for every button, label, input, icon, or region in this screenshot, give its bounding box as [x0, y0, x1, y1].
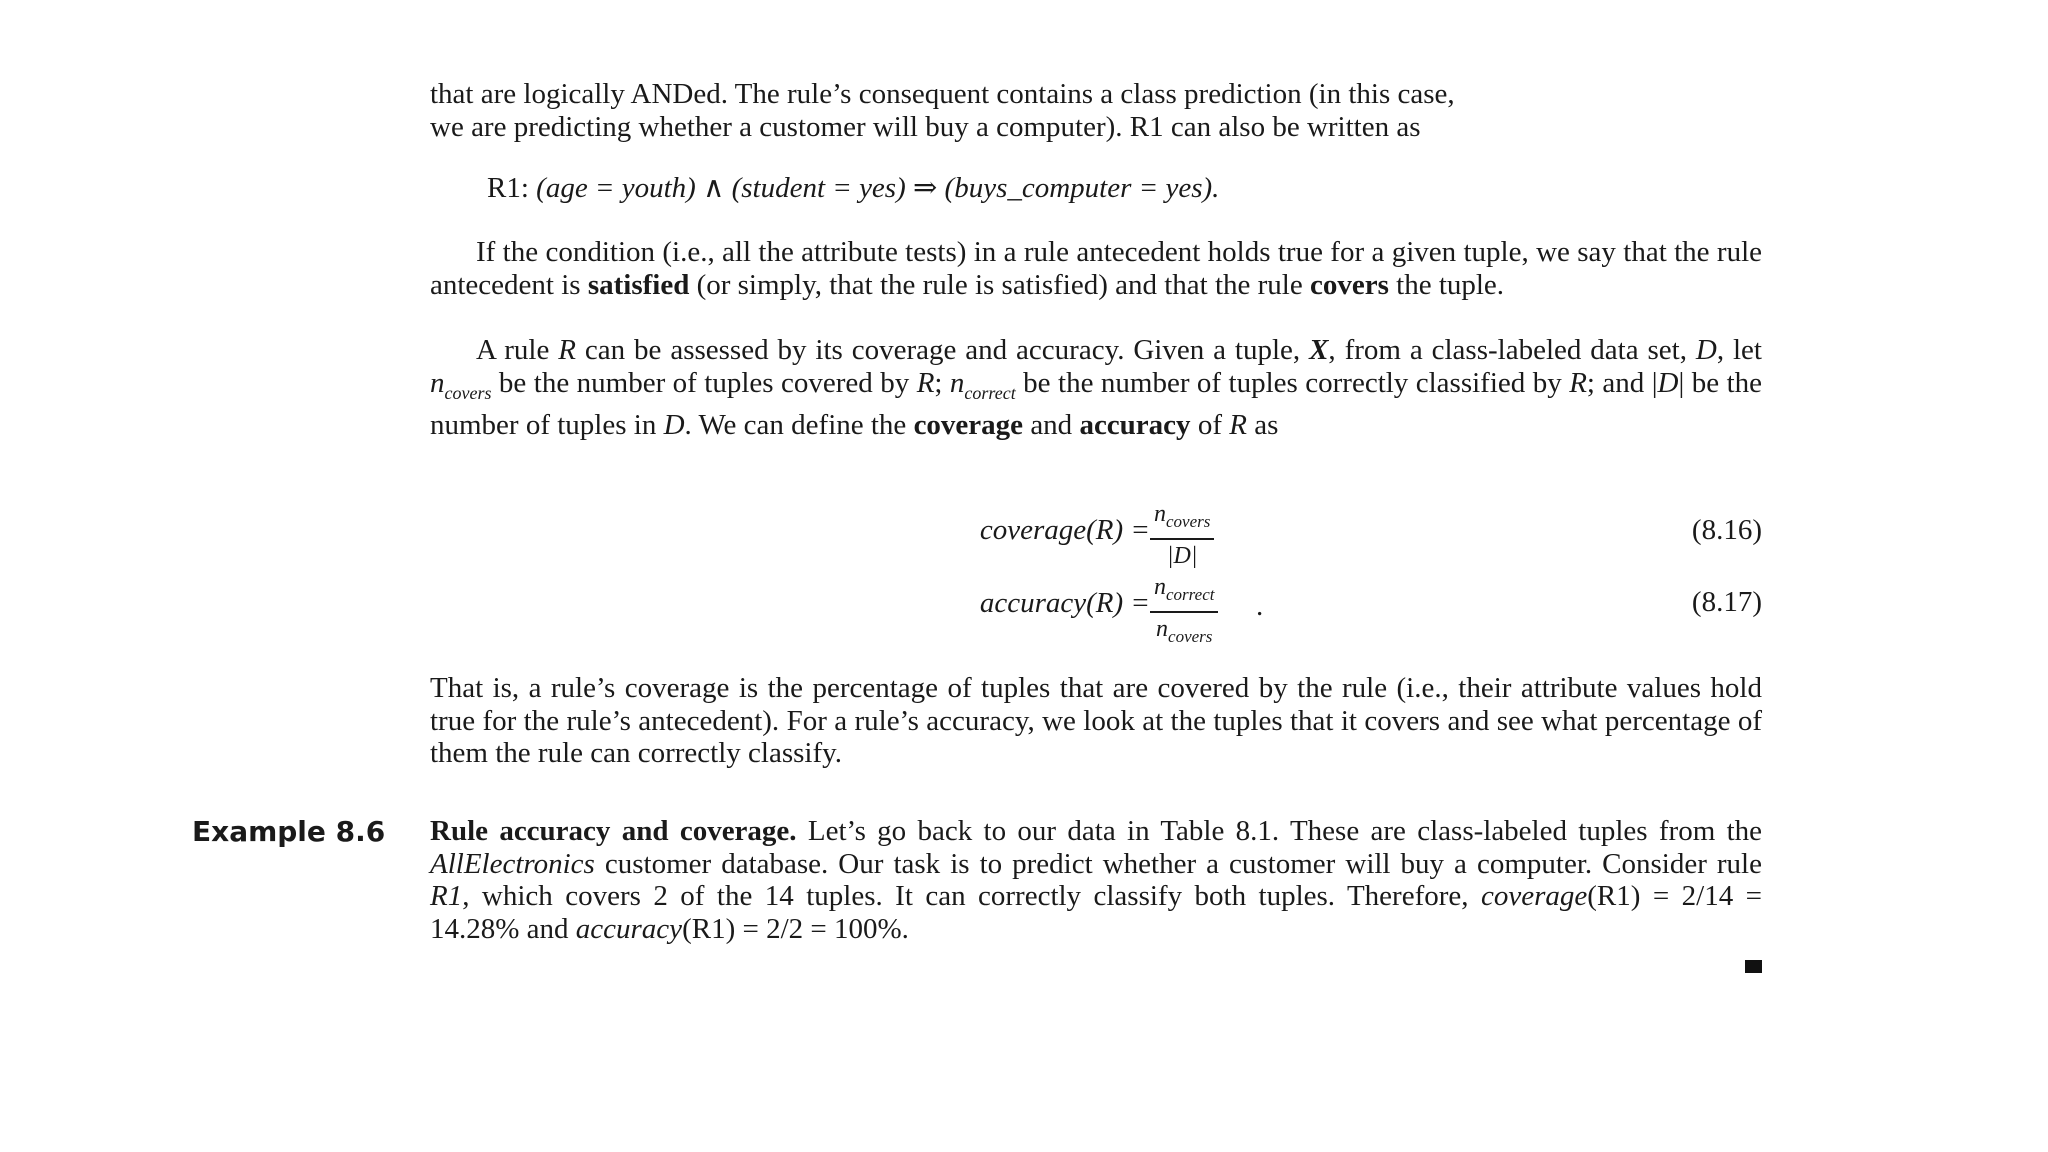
- example-text-1: Let’s go back to our data in Table 8.1. These are class-labeled tuples from the: [796, 815, 1763, 847]
- example-company: AllElectronics: [430, 847, 595, 880]
- term-covers: covers: [1309, 268, 1389, 301]
- equation-accuracy-period: .: [1256, 590, 1264, 622]
- p3-t10: . We can define the: [684, 408, 914, 441]
- equation-accuracy-fraction: [1150, 573, 1218, 651]
- equation-coverage-lhs-text: coverage(R) =: [979, 514, 1150, 546]
- var-d: D: [1695, 334, 1717, 366]
- equation-coverage-denominator: |D|: [1166, 542, 1198, 569]
- var-n-subscript: correct: [1166, 584, 1215, 604]
- var-n-subscript: covers: [1166, 511, 1211, 531]
- p2-text-c: the tuple.: [1388, 268, 1505, 301]
- rule-r1-expression: (age = youth) ∧ (student = yes) ⇒ (buys_computer = yes).: [536, 172, 1220, 204]
- equation-coverage-lhs: [980, 514, 1150, 547]
- p3-t8: ; and |: [1586, 366, 1658, 399]
- rule-r1: [487, 171, 1219, 205]
- term-coverage: coverage: [913, 408, 1024, 441]
- term-accuracy: accuracy: [1079, 408, 1191, 441]
- var-r: R: [916, 366, 935, 399]
- p3-t2: can be assessed by its coverage and accuracy. Given a tuple,: [575, 334, 1310, 366]
- example-text-3: , which covers 2 of the 14 tuples. It can correctly classify both tuples. Therefore,: [462, 880, 1481, 913]
- var-n: n: [1154, 501, 1166, 527]
- p3-t11: and: [1023, 408, 1080, 441]
- var-n-correct-sub: correct: [964, 382, 1016, 403]
- paragraph-satisfied: [430, 236, 1762, 301]
- p3-t9: | be the number of tuples in: [430, 366, 1763, 441]
- example-accuracy-expr: accuracy: [575, 912, 683, 945]
- paragraph-coverage-accuracy: [430, 334, 1762, 442]
- intro-line-1: that are logically ANDed. The rule’s consequent contains a class prediction (in this case,: [430, 78, 1455, 110]
- var-d: D: [663, 408, 685, 441]
- var-r: R: [1569, 366, 1587, 399]
- p3-t3: , from a class-labeled data set,: [1328, 334, 1696, 366]
- var-d: D: [1657, 366, 1679, 399]
- equation-accuracy: [0, 583, 1150, 653]
- example-accuracy-value: (R1) = 2/2 = 100%.: [682, 912, 909, 945]
- equation-coverage-numerator: [1150, 500, 1214, 540]
- equation-accuracy-lhs: [980, 587, 1150, 620]
- equation-accuracy-lhs-text: accuracy(R) =: [979, 587, 1150, 619]
- example-title: Rule accuracy and coverage.: [430, 815, 797, 847]
- p3-t1: A rule: [476, 334, 559, 366]
- example-coverage-expr: coverage: [1480, 880, 1588, 913]
- example-label: Example 8.6: [192, 815, 386, 848]
- var-r: R: [558, 334, 576, 366]
- example-coverage-value: (R1) = 2/14 = 14.28% and: [430, 880, 1762, 945]
- p3-t6: ;: [934, 366, 950, 399]
- intro-line-2: we are predicting whether a customer will buy a computer). R1 can also be written as: [430, 110, 1421, 143]
- example-rule: R1: [430, 880, 463, 913]
- var-n-correct: n: [949, 366, 965, 399]
- term-satisfied: satisfied: [587, 268, 690, 301]
- var-n: n: [1154, 574, 1166, 600]
- equation-accuracy-numerator: [1150, 573, 1218, 613]
- var-n-subscript: covers: [1168, 626, 1213, 646]
- var-r: R: [1229, 408, 1247, 441]
- p2-text-a: If the condition (i.e., all the attribute tests) in a rule antecedent holds true for a given tuple, we say that the rule antecedent is: [430, 236, 1762, 301]
- var-n-covers: n: [430, 366, 445, 399]
- equation-coverage-fraction: [1150, 500, 1214, 570]
- paragraph-explanation: [430, 672, 1762, 770]
- var-n: n: [1156, 615, 1169, 642]
- var-n-covers-sub: covers: [444, 382, 492, 403]
- rule-r1-label: R1:: [487, 172, 529, 204]
- p3-t4: , let: [1716, 334, 1762, 366]
- end-of-example-mark: [1745, 960, 1762, 973]
- equation-number-8-16: (8.16): [1691, 514, 1762, 546]
- p3-t5: be the number of tuples covered by: [491, 366, 917, 399]
- explanation-text: That is, a rule’s coverage is the percentage of tuples that are covered by the rule (i.e., their attribute values hold true for the rule’s antecedent). For a rule’s accuracy, we look at the tuples that it covers and see what percentage of them the rule can correctly classify.: [430, 672, 1762, 770]
- equation-number-8-17: (8.17): [1691, 586, 1762, 618]
- p3-t13: as: [1246, 408, 1279, 441]
- paragraph-intro: [430, 78, 1762, 143]
- var-x: X: [1309, 334, 1329, 366]
- equation-coverage: [0, 510, 1150, 580]
- p3-t12: of: [1190, 408, 1230, 441]
- p3-t7: be the number of tuples correctly classified by: [1015, 366, 1570, 399]
- equation-accuracy-denominator: [1150, 613, 1218, 651]
- p2-text-b: (or simply, that the rule is satisfied) and that the rule: [689, 268, 1310, 301]
- example-text-2: customer database. Our task is to predict whether a customer will buy a computer. Consider rule: [594, 847, 1762, 880]
- example-body: [430, 815, 1762, 945]
